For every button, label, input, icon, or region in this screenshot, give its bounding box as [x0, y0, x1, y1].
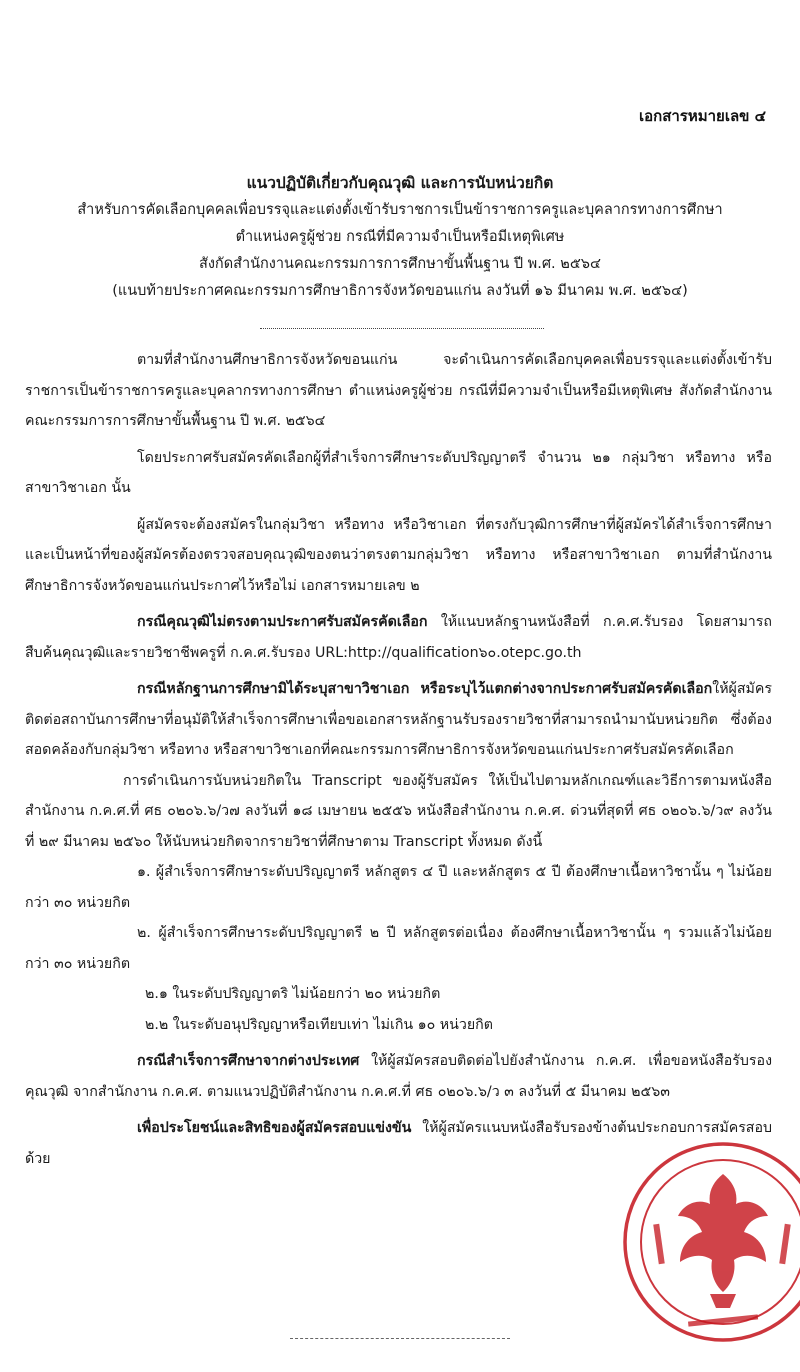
header-divider: [260, 328, 544, 329]
applicant-benefit-text: ให้ผู้สมัครแนบหนังสือรับรองข้างต้นประกอบการสมัครสอบด้วย: [25, 1120, 772, 1167]
foreign-graduate-text: ให้ผู้สมัครสอบติดต่อไปยังสำนักงาน ก.ค.ศ. เพื่อขอหนังสือรับรองคุณวุฒิ จากสำนักงาน ก.ค.ศ. ตามแนวปฏิบัติสำนักงาน ก.ค.ศ.ที่ ศธ ๐๒๐๖.๖/ว ๓ ลงวันที่ ๕ มีนาคม ๒๕๖๓: [25, 1053, 772, 1100]
paragraph-qualification-mismatch: [25, 607, 772, 668]
qualification-mismatch-heading: กรณีคุณวุฒิไม่ตรงตามประกาศรับสมัครคัดเลือก: [137, 614, 428, 630]
paragraph-applicant-duty: ผู้สมัครจะต้องสมัครในกลุ่มวิชา หรือทาง หรือวิชาเอก ที่ตรงกับวุฒิการศึกษาที่ผู้สมัครได้สำเร็จการศึกษา และเป็นหน้าที่ของผู้สมัครต้องตรวจสอบคุณวุฒิของตนว่าตรงตามกลุ่มวิชา หรือทาง หรือสาขาวิชาเอก ตามที่สำนักงานศึกษาธิการจังหวัดขอนแก่นประกาศไว้หรือไม่ เอกสารหมายเลข ๒: [25, 516, 772, 594]
list-item-2-1: ๒.๑ ในระดับปริญญาตริ ไม่น้อยกว่า ๒๐ หน่วยกิต: [145, 986, 441, 1002]
list-item-2-2: ๒.๒ ในระดับอนุปริญญาหรือเทียบเท่า ไม่เกิน ๑๐ หน่วยกิต: [145, 1016, 493, 1033]
paragraph-major-unspecified: [25, 674, 772, 766]
paragraph-intro: ตามที่สำนักงานศึกษาธิการจังหวัดขอนแก่น จะดำเนินการคัดเลือกบุคคลเพื่อบรรจุและแต่งตั้งเข้ารับราชการเป็นข้าราชการครูและบุคลากรทางการศึกษา ตำแหน่งครูผู้ช่วย กรณีที่มีความจำเป็นหรือมีเหตุพิเศษ สังกัดสำนักงานคณะกรรมการการศึกษาขั้นพื้นฐาน ปี พ.ศ. ๒๕๖๔: [25, 352, 772, 429]
list-item-1: ๑. ผู้สำเร็จการศึกษาระดับปริญญาตรี หลักสูตร ๔ ปี และหลักสูตร ๕ ปี ต้องศึกษาเนื้อหาวิชานั้น ๆ ไม่น้อยกว่า ๓๐ หน่วยกิต: [25, 864, 772, 911]
list-item-2: ๒. ผู้สำเร็จการศึกษาระดับปริญญาตรี ๒ ปี หลักสูตรต่อเนื่อง ต้องศึกษาเนื้อหาวิชานั้น ๆ รวมแล้วไม่น้อยกว่า ๓๐ หน่วยกิต: [25, 925, 772, 972]
document-header: [20, 170, 780, 305]
paragraph-foreign-graduate: [25, 1046, 772, 1107]
document-body: [25, 345, 772, 1174]
footer-divider: [290, 1338, 510, 1339]
qualification-mismatch-text: ให้แนบหลักฐานหนังสือที่ ก.ค.ศ.รับรอง โดยสามารถสืบค้นคุณวุฒิและรายวิชาชีพครูที่ ก.ค.ศ.รับรอง URL:http://qualification๖๐.otepc.go.th: [25, 614, 772, 661]
document-title: แนวปฏิบัติเกี่ยวกับคุณวุฒิ และการนับหน่วยกิต: [246, 174, 554, 192]
header-line-3: ตำแหน่งครูผู้ช่วย กรณีที่มีความจำเป็นหรือมีเหตุพิเศษ: [235, 229, 565, 245]
applicant-benefit-heading: เพื่อประโยชน์และสิทธิของผู้สมัครสอบแข่งขัน: [137, 1120, 412, 1136]
major-unspecified-heading: กรณีหลักฐานการศึกษามิได้ระบุสาขาวิชาเอก หรือระบุไว้แตกต่างจากประกาศรับสมัครคัดเลือก: [137, 681, 713, 697]
paragraph-announcement: โดยประกาศรับสมัครคัดเลือกผู้ที่สำเร็จการศึกษาระดับปริญญาตรี จำนวน ๒๑ กลุ่มวิชา หรือทาง หรือสาขาวิชาเอก นั้น: [25, 449, 772, 496]
foreign-graduate-heading: กรณีสำเร็จการศึกษาจากต่างประเทศ: [137, 1053, 360, 1069]
header-line-5: (แนบท้ายประกาศคณะกรรมการศึกษาธิการจังหวัดขอนแก่น ลงวันที่ ๑๖ มีนาคม พ.ศ. ๒๕๖๔): [112, 283, 688, 299]
header-line-2: สำหรับการคัดเลือกบุคคลเพื่อบรรจุและแต่งตั้งเข้ารับราชการเป็นข้าราชการครูและบุคลากรทางการศึกษา: [77, 202, 723, 218]
document-number: เอกสารหมายเลข ๔: [639, 107, 766, 125]
paragraph-credit-counting: การดำเนินการนับหน่วยกิตใน Transcript ของผู้รับสมัคร ให้เป็นไปตามหลักเกณฑ์และวิธีการตามหนังสือสำนักงาน ก.ค.ศ.ที่ ศธ ๐๒๐๖.๖/ว๗ ลงวันที่ ๑๘ เมษายน ๒๕๕๖ หนังสือสำนักงาน ก.ค.ศ. ด่วนที่สุดที่ ศธ ๐๒๐๖.๖/ว๙ ลงวันที่ ๒๙ มีนาคม ๒๕๖๐ ให้นับหน่วยกิตจากรายวิชาที่ศึกษาตาม Transcript ทั้งหมด ดังนี้: [25, 772, 772, 850]
major-unspecified-text: ให้ผู้สมัครติดต่อสถาบันการศึกษาที่อนุมัติให้สำเร็จการศึกษาเพื่อขอเอกสารหลักฐานรับรองรายวิชาที่สามารถนำมานับหน่วยกิต ซึ่งต้องสอดคล้องกับกลุ่มวิชา หรือทาง หรือสาขาวิชาเอกที่คณะกรรมการศึกษาธิการจังหวัดขอนแก่นประกาศรับสมัครคัดเลือก: [25, 681, 772, 758]
header-line-4: สังกัดสำนักงานคณะกรรมการการศึกษาขั้นพื้นฐาน ปี พ.ศ. ๒๕๖๔: [199, 256, 601, 272]
official-seal-stamp: [618, 1112, 800, 1372]
